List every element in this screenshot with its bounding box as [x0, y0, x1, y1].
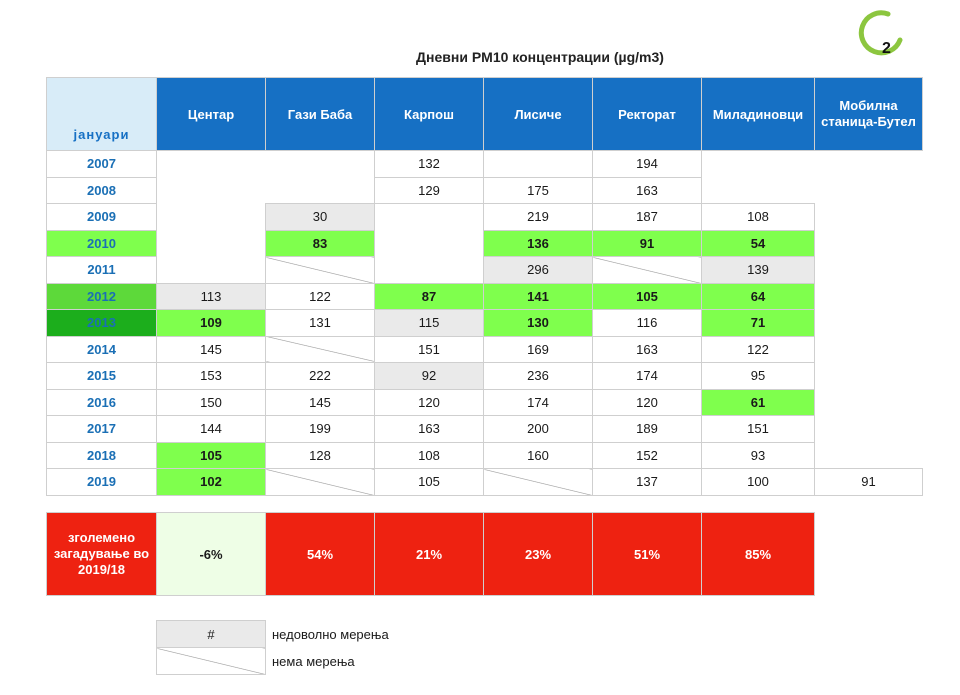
- value-cell: 122: [266, 283, 375, 310]
- value-cell: 187: [593, 204, 702, 231]
- value-cell: 152: [593, 442, 702, 469]
- summary-table: [46, 512, 815, 596]
- value-cell: 151: [702, 416, 815, 443]
- value-cell: 189: [593, 416, 702, 443]
- summary-value: -6%: [157, 513, 266, 596]
- empty-cell: [702, 151, 815, 204]
- year-cell: 2013: [47, 310, 157, 337]
- svg-text:2: 2: [882, 40, 891, 57]
- column-header: Карпош: [375, 78, 484, 151]
- value-cell: 120: [375, 389, 484, 416]
- empty-cell: [484, 151, 593, 178]
- value-cell: 174: [484, 389, 593, 416]
- page-title: Дневни PM10 концентрации (µg/m3): [416, 49, 664, 65]
- year-cell: 2008: [47, 177, 157, 204]
- value-cell: 120: [593, 389, 702, 416]
- year-cell: 2017: [47, 416, 157, 443]
- summary-value: 51%: [593, 513, 702, 596]
- value-cell: 151: [375, 336, 484, 363]
- empty-cell: [266, 151, 375, 204]
- value-cell: 91: [593, 230, 702, 257]
- value-cell: 131: [266, 310, 375, 337]
- value-cell: 163: [593, 177, 702, 204]
- no-data-cell: [266, 257, 375, 284]
- legend-swatch-no-data: [157, 648, 266, 675]
- value-cell: 87: [375, 283, 484, 310]
- legend-label: нема мерења: [272, 653, 355, 669]
- value-cell: 150: [157, 389, 266, 416]
- legend-item: [157, 648, 473, 675]
- summary-value: 54%: [266, 513, 375, 596]
- value-cell: 54: [702, 230, 815, 257]
- year-cell: 2010: [47, 230, 157, 257]
- value-cell: 136: [484, 230, 593, 257]
- value-cell: 137: [593, 469, 702, 496]
- value-cell: 108: [702, 204, 815, 231]
- value-cell: 222: [266, 363, 375, 390]
- column-header: Центар: [157, 78, 266, 151]
- table-row: [47, 283, 923, 310]
- no-data-cell: [266, 336, 375, 363]
- value-cell: 144: [157, 416, 266, 443]
- year-cell: 2015: [47, 363, 157, 390]
- value-cell: 128: [266, 442, 375, 469]
- year-cell: 2007: [47, 151, 157, 178]
- table-row: [47, 363, 923, 390]
- year-cell: 2011: [47, 257, 157, 284]
- column-header: Ректорат: [593, 78, 702, 151]
- legend: [156, 620, 473, 675]
- legend-label: недоволно мерења: [272, 626, 389, 642]
- value-cell: 109: [157, 310, 266, 337]
- year-cell: 2009: [47, 204, 157, 231]
- value-cell: 105: [157, 442, 266, 469]
- table-row: [47, 442, 923, 469]
- value-cell: 102: [157, 469, 266, 496]
- value-cell: 91: [815, 469, 923, 496]
- table-row: [47, 469, 923, 496]
- value-cell: 236: [484, 363, 593, 390]
- pm10-table: [46, 77, 923, 496]
- value-cell: 108: [375, 442, 484, 469]
- year-cell: 2016: [47, 389, 157, 416]
- empty-cell: [157, 151, 266, 284]
- value-cell: 122: [702, 336, 815, 363]
- header-row: [47, 78, 923, 151]
- value-cell: 130: [484, 310, 593, 337]
- summary-label: зголемено загадување во 2019/18: [47, 513, 157, 596]
- column-header: Лисиче: [484, 78, 593, 151]
- value-cell: 139: [702, 257, 815, 284]
- value-cell: 296: [484, 257, 593, 284]
- value-cell: 129: [375, 177, 484, 204]
- value-cell: 71: [702, 310, 815, 337]
- table-row: [47, 389, 923, 416]
- value-cell: 132: [375, 151, 484, 178]
- legend-swatch-insufficient: #: [157, 621, 266, 648]
- value-cell: 219: [484, 204, 593, 231]
- year-cell: 2012: [47, 283, 157, 310]
- value-cell: 64: [702, 283, 815, 310]
- value-cell: 83: [266, 230, 375, 257]
- table-row: [47, 336, 923, 363]
- value-cell: 169: [484, 336, 593, 363]
- value-cell: 92: [375, 363, 484, 390]
- year-cell: 2014: [47, 336, 157, 363]
- no-data-cell: [484, 469, 593, 496]
- year-cell: 2018: [47, 442, 157, 469]
- year-cell: 2019: [47, 469, 157, 496]
- column-header: Миладиновци: [702, 78, 815, 151]
- no-data-cell: [593, 257, 702, 284]
- value-cell: 160: [484, 442, 593, 469]
- summary-value: 21%: [375, 513, 484, 596]
- summary-value: 23%: [484, 513, 593, 596]
- column-header: Мобилна станица-Бутел: [815, 78, 923, 151]
- value-cell: 145: [157, 336, 266, 363]
- value-cell: 95: [702, 363, 815, 390]
- value-cell: 174: [593, 363, 702, 390]
- value-cell: 116: [593, 310, 702, 337]
- table-row: [47, 151, 923, 178]
- value-cell: 115: [375, 310, 484, 337]
- value-cell: 30: [266, 204, 375, 231]
- summary-row: [47, 513, 815, 596]
- value-cell: 113: [157, 283, 266, 310]
- value-cell: 145: [266, 389, 375, 416]
- column-header: Гази Баба: [266, 78, 375, 151]
- no-data-cell: [266, 469, 375, 496]
- value-cell: 200: [484, 416, 593, 443]
- empty-cell: [375, 204, 484, 284]
- value-cell: 175: [484, 177, 593, 204]
- table-row: [47, 416, 923, 443]
- value-cell: 105: [375, 469, 484, 496]
- value-cell: 194: [593, 151, 702, 178]
- value-cell: 163: [593, 336, 702, 363]
- value-cell: 100: [702, 469, 815, 496]
- value-cell: 61: [702, 389, 815, 416]
- table-row: [47, 310, 923, 337]
- value-cell: 163: [375, 416, 484, 443]
- value-cell: 93: [702, 442, 815, 469]
- value-cell: 105: [593, 283, 702, 310]
- legend-item: [157, 621, 473, 648]
- empty-cell: [815, 151, 923, 469]
- value-cell: 199: [266, 416, 375, 443]
- value-cell: 141: [484, 283, 593, 310]
- month-label: јануари: [47, 78, 157, 151]
- summary-value: 85%: [702, 513, 815, 596]
- value-cell: 153: [157, 363, 266, 390]
